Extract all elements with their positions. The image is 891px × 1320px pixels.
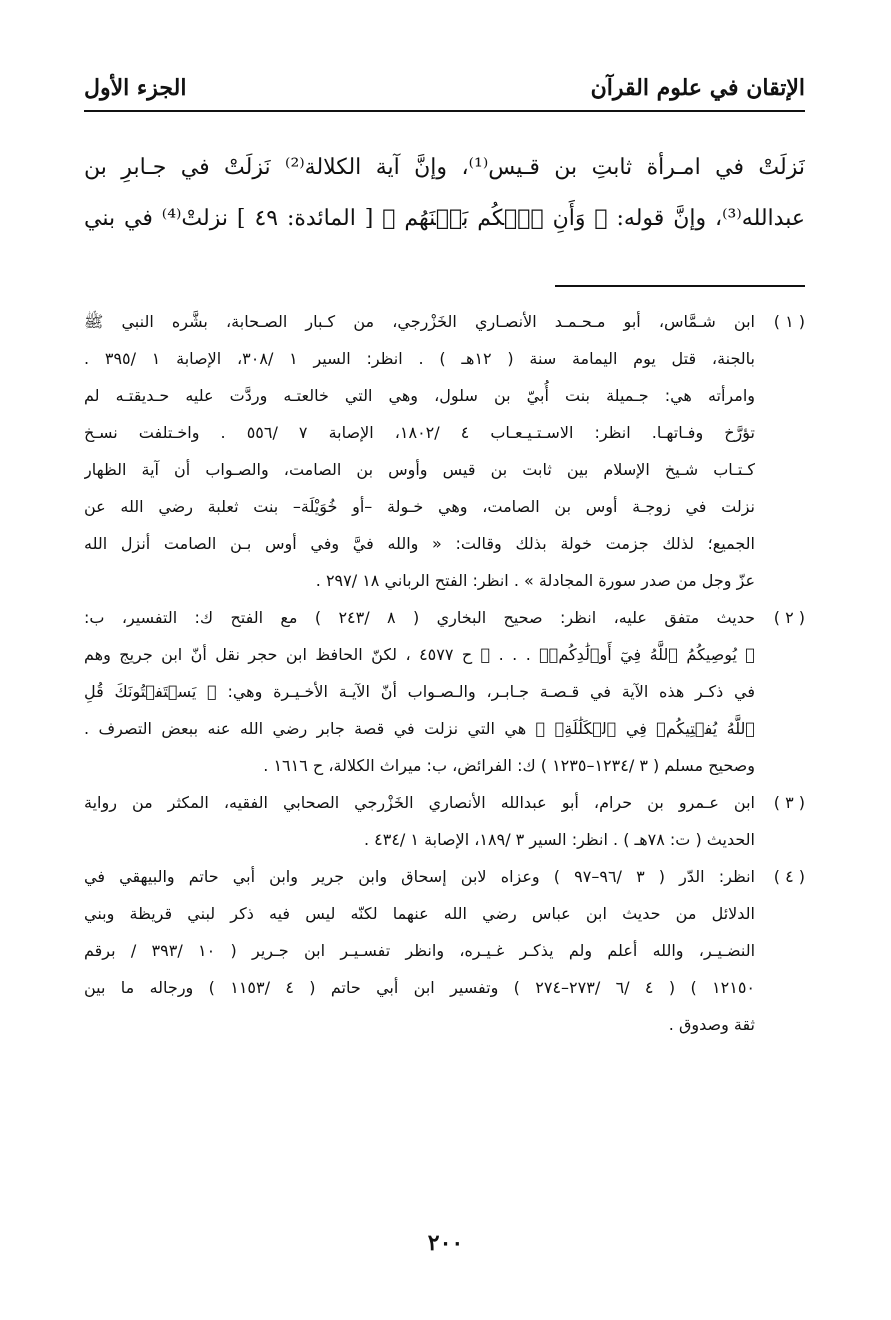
footnote-line: في ذكـر هذه الآية في قـصـة جـابـر، والـصـواب أنّ الآيـة الأخـيـرة وهي: ﴿ يَسۡتَفۡتُونَكَ قُلِ (84, 682, 755, 701)
footnote-1 (84, 303, 805, 599)
footnote-line: ١٢١٥٠ ) ( ٤ /٦ /٢٧٣–٢٧٤ ) وتفسير ابن أبي حاتم ( ٤ /١١٥٣ ) ورجاله ما بين (84, 978, 755, 997)
footnotes (84, 303, 805, 1043)
volume-label: الجزء الأول (84, 75, 187, 101)
footnote-number: ( ٤ ) (773, 867, 805, 886)
footnote-line: الحديث ( ت: ٧٨هـ ) . انظر: السير ٣ /١٨٩، الإصابة ١ /٤٣٤ . (363, 830, 755, 849)
footnote-line: عزّ وجل من صدر سورة المجادلة » . انظر: الفتح الرباني ١٨ /٢٩٧ . (315, 571, 755, 590)
footnote-line: انظر: الدّر ( ٣ /٩٦–٩٧ ) وعزاه لابن إسحاق وابن جرير وابن أبي حاتم والبيهقي في (84, 867, 755, 886)
footnote-line: كـتـاب شـيخ الإسلام بين ثابت بن قيس وأوس بن الصامت، والصـواب أن آية الظهار (84, 460, 755, 479)
footnote-2 (84, 599, 805, 784)
footnote-number: ( ٢ ) (773, 608, 805, 627)
footnote-line: وامرأته هي: جـميلة بنت أُبيّ بن سلول، وهي التي خالعتـه وردَّت عليه حـديقتـه لم (84, 386, 755, 405)
page-number: ٢٠٠ (427, 1230, 464, 1256)
footnote-line: ابن عـمرو بن حرام، أبو عبدالله الأنصاري الخَزْرجي الصحابي الفقيه، المكثر من رواية (84, 793, 755, 812)
main-text-line: نَزلَتْ في امـرأة ثابتِ بن قـيس⁽¹⁾، وإنَّ آية الكلالة⁽²⁾ نَزلَتْ في جـابرِ بن (84, 155, 805, 180)
footnote-line: الجميع؛ لذلك جزمت خولة بذلك وقالت: « والله فيَّ وفي أوس بـن الصامت أنزل الله (84, 534, 755, 553)
footnote-line: ثقة وصدوق . (668, 1015, 755, 1034)
footnote-line: ﴿ يُوصِيكُمُ ٱللَّهُ فِيٓ أَوۡلَٰدِكُمۡۖ . . . ﴾ ح ٤٥٧٧ ، لكنّ الحافظ ابن حجر نقل أنّ ابن جريج وهم (84, 645, 755, 664)
footnote-line: نزلت في زوجـة أوس بن الصامت، وهي خـولة –أو خُوَيْلَة– بنت ثعلبة رضي الله عن (84, 497, 755, 516)
main-text (84, 142, 805, 244)
running-header (84, 66, 805, 112)
footnote-line: النضـيـر، والله أعلم ولم يذكـر غـيـره، وانظر تفسـيـر ابن جـرير ( ١٠ /٣٩٣ / برقم (84, 941, 755, 960)
footnote-number: ( ٣ ) (773, 793, 805, 812)
footnote-line: وصحيح مسلم ( ٣ /١٢٣٤–١٢٣٥ ) ك: الفرائض، ب: ميراث الكلالة، ح ١٦١٦ . (263, 756, 755, 775)
footnote-4 (84, 858, 805, 1043)
footnote-line: بالجنة، قتل يوم اليمامة سنة ( ١٢هـ ) . انظر: السير ١ /٣٠٨، الإصابة ١ /٣٩٥ . (84, 349, 755, 368)
main-text-line: عبدالله⁽³⁾، وإنَّ قوله: ﴿ وَأَنِ ٱحۡكُم بَيۡنَهُم ﴾ [ المائدة: ٤٩ ] نزلتْ⁽⁴⁾ في بني (84, 206, 805, 231)
footnote-line: تؤرَّخ وفـاتهـا. انظر: الاسـتـيـعـاب ٤ /١٨٠٢، الإصابة ٧ /٥٥٦ . واخـتلفت نسـخ (84, 423, 755, 442)
footnote-line: ابن شـمَّاس، أبو مـحـمـد الأنصـاري الخَزْرجي، من كـبار الصـحابة، بشَّره النبي ﷺ (84, 312, 755, 331)
footnote-line: الدلائل من حديث ابن عباس رضي الله عنهما لكنّه ليس فيه ذكر لبني قريظة وبني (84, 904, 755, 923)
footnote-separator (555, 285, 805, 287)
footnote-line: ٱللَّهُ يُفۡتِيكُمۡ فِي ٱلۡكَلَٰلَةِۚ ﴾ هي التي نزلت في قصة جابر رضي الله عنه ببعض التصرف . (84, 719, 755, 738)
book-title: الإتقان في علوم القرآن (590, 75, 805, 101)
footnote-line: حديث متفق عليه، انظر: صحيح البخاري ( ٨ /٢٤٣ ) مع الفتح ك: التفسير، ب: (84, 608, 755, 627)
footnote-3 (84, 784, 805, 858)
footnote-number: ( ١ ) (773, 312, 805, 331)
